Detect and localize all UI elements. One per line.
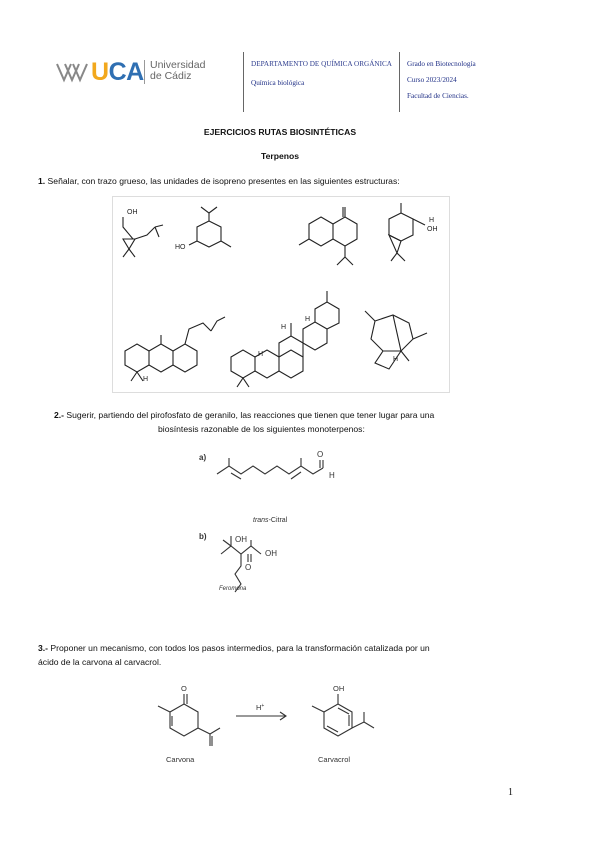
label-oh: OH [265, 549, 277, 558]
logo-university-name: Universidad de Cádiz [150, 59, 206, 82]
question-2-line2: biosíntesis razonable de los siguientes monoterpenos: [158, 424, 365, 434]
label-h: H [393, 356, 399, 363]
label-h: H [143, 376, 149, 383]
figure-q3-reaction [150, 680, 410, 770]
faculty-name: Facultad de Ciencias. [407, 92, 469, 100]
question-2: 2.- Sugerir, partiendo del pirofosfato de geranilo, las reacciones que tienen que tener lugar para una [54, 410, 435, 420]
question-3-line2: ácido de la carvona al carvacrol. [38, 657, 162, 667]
page-title: EJERCICIOS RUTAS BIOSINTÉTICAS [203, 127, 357, 137]
label-o: O [181, 684, 187, 693]
label-oh: OH [235, 535, 247, 544]
logo-brand: UCA [91, 58, 144, 86]
catalyst: H+ [256, 703, 265, 712]
header-divider [243, 52, 244, 112]
label-o: O [317, 450, 324, 459]
option-b-label: b) [199, 532, 207, 541]
degree-name: Grado en Biotecnología [407, 60, 476, 68]
label-h: H [329, 471, 335, 480]
label-o: O [245, 563, 252, 572]
label-oh: OH [333, 684, 345, 693]
label-oh: OH [427, 226, 438, 233]
label-oh: OH [127, 209, 138, 216]
reactant-name: Carvona [166, 755, 195, 764]
page-number: 1 [508, 787, 513, 798]
section-title: Terpenos [260, 151, 300, 161]
compound-b-name: Feromona [219, 586, 247, 592]
label-h: H [281, 324, 287, 331]
header-divider [399, 52, 400, 112]
product-name: Carvacrol [318, 755, 351, 764]
department-name: DEPARTAMENTO DE QUÍMICA ORGÁNICA [251, 60, 392, 68]
compound-a-name: trans-Citral [253, 517, 288, 524]
uca-emblem-icon [55, 58, 89, 86]
subject-name: Química biológica [251, 79, 305, 87]
figure-q1-structures [112, 196, 450, 393]
option-a-label: a) [199, 453, 207, 462]
label-ho: HO [175, 244, 186, 251]
label-h: H [305, 316, 311, 323]
uca-logo [55, 56, 205, 90]
question-3: 3.- Proponer un mecanismo, con todos los pasos intermedios, para la transformación catalizada por un [38, 643, 430, 653]
course-year: Curso 2023/2024 [407, 76, 457, 84]
question-1: 1. Señalar, con trazo grueso, las unidades de isopreno presentes en las siguientes estructuras: [38, 176, 400, 186]
label-h: H [258, 351, 264, 358]
terpene-structures [113, 197, 449, 392]
figure-q2-monoterpenes [195, 444, 355, 594]
label-h: H [429, 217, 435, 224]
